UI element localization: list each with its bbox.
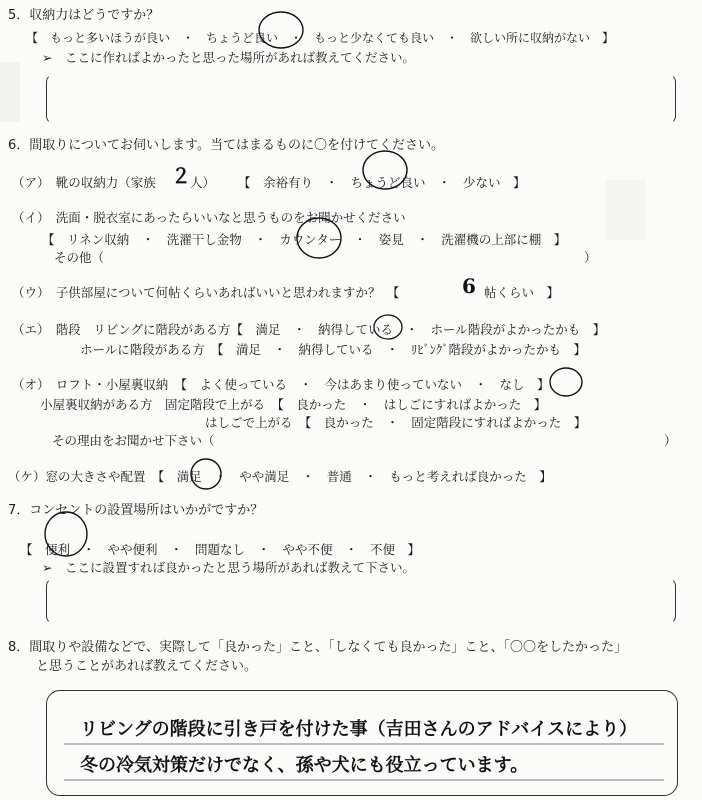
q8-answer-line1: リビングの階段に引き戸を付けた事（吉田さんのアドバイスにより） [80,719,638,740]
circle-mark [550,368,582,396]
q6o-line3[interactable]: はしごで上がる 【 良かった ・ 固定階段にすればよかった 】 [205,415,587,430]
q6o-line2[interactable]: 小屋裏収納がある方 固定階段で上がる 【 良かった ・ はしごにすればよかった 】 [40,397,547,412]
q6a-label: （ア） 靴の収納力（家族 [12,175,156,190]
q8-title: 8．間取りや設備などで、実際して「良かった」こと、「しなくても良かった」こと、「〇〇をしたかった」 [8,640,628,655]
q6u-label: （ウ） 子供部屋について何帖くらいあればいいと思われますか？ 【 [12,285,400,300]
q6i-other-label: その他（ [54,250,105,265]
q8-title-line2: と思うことがあれば教えてください。 [36,659,258,674]
bleed-through-mark [0,62,20,122]
q7-title: 7．コンセントの設置場所はいかがですか？ [8,503,264,518]
q6o-line4-close: ） [664,433,677,448]
q6e-line1[interactable]: （エ） 階段 リビングに階段がある方【 満足 ・ 納得している ・ ホール階段がよかったかも 】 [12,322,606,337]
q6i-options[interactable]: 【 リネン収納 ・ 洗濯干し金物 ・ カウンター ・ 姿見 ・ 洗濯機の上部に棚 】 [42,232,567,247]
q6i-label: （イ） 洗面・脱衣室にあったらいいなと思うものをお聞かせください [12,210,406,225]
q5-options[interactable]: 【 もっと多いほうが良い ・ ちょうど良い ・ もっと少なくても良い ・ 欲しい所に収納がない 】 [26,31,615,45]
q8-answer-line2: 冬の冷気対策だけでなく、孫や犬にも役立っています。 [80,755,529,776]
q5-followup: ➢ ここに作ればよかったと思った場所があれば教えてください。 [42,50,415,65]
q6e-line2[interactable]: ホールに階段がある方 【 満足 ・ 納得している ・ ﾘﾋﾞﾝｸﾞ階段がよかったかも 】 [80,342,587,357]
q6ke-line[interactable]: （ケ）窓の大きさや配置 【 満足 ・ やや満足 ・ 普通 ・ もっと考えれば良かった 】 [8,469,552,484]
q7-answer-field[interactable] [46,578,676,624]
q6o-line4: その理由をお聞かせ下さい（ [52,433,215,448]
q6-title: 6．間取りについてお伺いします。当てはまるものに〇を付けてください。 [8,138,444,153]
q6i-other-close: ） [584,250,597,265]
q6a-family-count[interactable]: ２ [171,164,191,188]
q7-options[interactable]: 【 便利 ・ やや便利 ・ 問題なし ・ やや不便 ・ 不便 】 [20,542,421,557]
q6u-unit: 帖くらい 】 [484,285,560,300]
q6a-unit: 人） [190,175,216,190]
q6o-line1[interactable]: （オ） ロフト・小屋裏収納 【 よく使っている ・ 今はあまり使っていない ・ なし 】 [12,377,550,392]
q5-title: 5．収納力はどうですか？ [8,8,160,23]
bleed-through-mark [605,180,645,240]
q5-answer-field[interactable] [46,74,676,124]
q6u-answer[interactable]: 6 [462,274,476,298]
q7-followup: ➢ ここに設置すれば良かったと思う場所があれば教えて下さい。 [42,560,415,575]
q8-answer-box[interactable] [46,690,678,796]
q6a-options[interactable]: 【 余裕有り ・ ちょうど良い ・ 少ない 】 [238,175,526,190]
